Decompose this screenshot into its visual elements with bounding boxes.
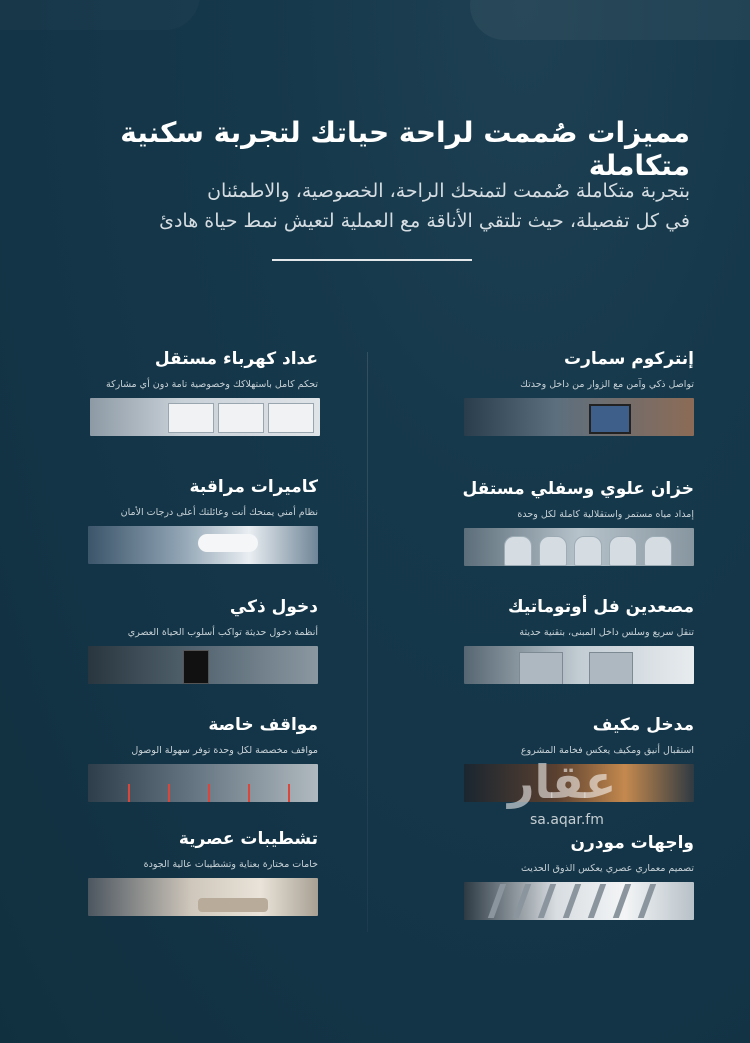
feature-finishes [86, 826, 318, 916]
facade-image [464, 882, 694, 920]
feature-description: خامات مختارة بعناية وتشطيبات عالية الجودة [143, 859, 318, 870]
decorative-shape [0, 0, 200, 30]
parking-image [88, 764, 318, 802]
feature-title: واجهات مودرن [570, 833, 694, 853]
watermark-url: sa.aqar.fm [530, 812, 604, 828]
feature-water-tanks [462, 476, 694, 566]
feature-description: أنظمة دخول حديثة تواكب أسلوب الحياة العصري [127, 627, 318, 638]
feature-cameras [86, 474, 318, 564]
feature-parking [86, 712, 318, 802]
feature-smart-entry [86, 594, 318, 684]
feature-description: نظام أمني يمنحك أنت وعائلتك أعلى درجات الأمان [120, 507, 318, 518]
subtitle-line: في كل تفصيلة، حيث تلتقي الأناقة مع العملية لتعيش نمط حياة هادئ [159, 210, 690, 232]
security-camera-image [88, 526, 318, 564]
subtitle-line: بتجربة متكاملة صُممت لتمنحك الراحة، الخصوصية، والاطمئنان [207, 180, 690, 202]
feature-description: مواقف مخصصة لكل وحدة توفر سهولة الوصول [131, 745, 318, 756]
watermark-logo: عقار [508, 755, 617, 809]
elevator-image [464, 646, 694, 684]
feature-title: مواقف خاصة [208, 715, 318, 735]
feature-description: إمداد مياه مستمر واستقلالية كاملة لكل وحدة [517, 509, 694, 520]
intercom-image [464, 398, 694, 436]
column-divider [367, 352, 368, 932]
electric-meters-image [90, 398, 320, 436]
page-title: مميزات صُممت لراحة حياتك لتجربة سكنية متكاملة [120, 116, 690, 182]
feature-title: عداد كهرباء مستقل [154, 349, 318, 369]
feature-facade [462, 830, 694, 920]
feature-title: إنتركوم سمارت [563, 349, 694, 369]
title-divider [272, 259, 472, 261]
feature-description: تنقل سريع وسلس داخل المبنى، بتقنية حديثة [519, 627, 694, 638]
feature-title: خزان علوي وسفلي مستقل [462, 479, 694, 499]
feature-title: كاميرات مراقبة [189, 477, 318, 497]
feature-title: مصعدين فل أوتوماتيك [507, 597, 694, 617]
feature-description: تحكم كامل باستهلاكك وخصوصية تامة دون أي مشاركة [105, 379, 318, 390]
feature-description: تصميم معماري عصري يعكس الذوق الحديث [520, 863, 694, 874]
feature-title: تشطيبات عصرية [178, 829, 318, 849]
feature-description: تواصل ذكي وآمن مع الزوار من داخل وحدتك [520, 379, 694, 390]
feature-description: استقبال أنيق ومكيف يعكس فخامة المشروع [520, 745, 694, 756]
feature-elevators [462, 594, 694, 684]
decorative-shape [470, 0, 750, 40]
feature-title: مدخل مكيف [592, 715, 694, 735]
feature-title: دخول ذكي [229, 597, 318, 617]
living-room-image [88, 878, 318, 916]
smart-lock-image [88, 646, 318, 684]
water-tanks-image [464, 528, 694, 566]
feature-electric-meter [86, 346, 318, 436]
page-subtitle [40, 176, 690, 236]
feature-intercom [462, 346, 694, 436]
